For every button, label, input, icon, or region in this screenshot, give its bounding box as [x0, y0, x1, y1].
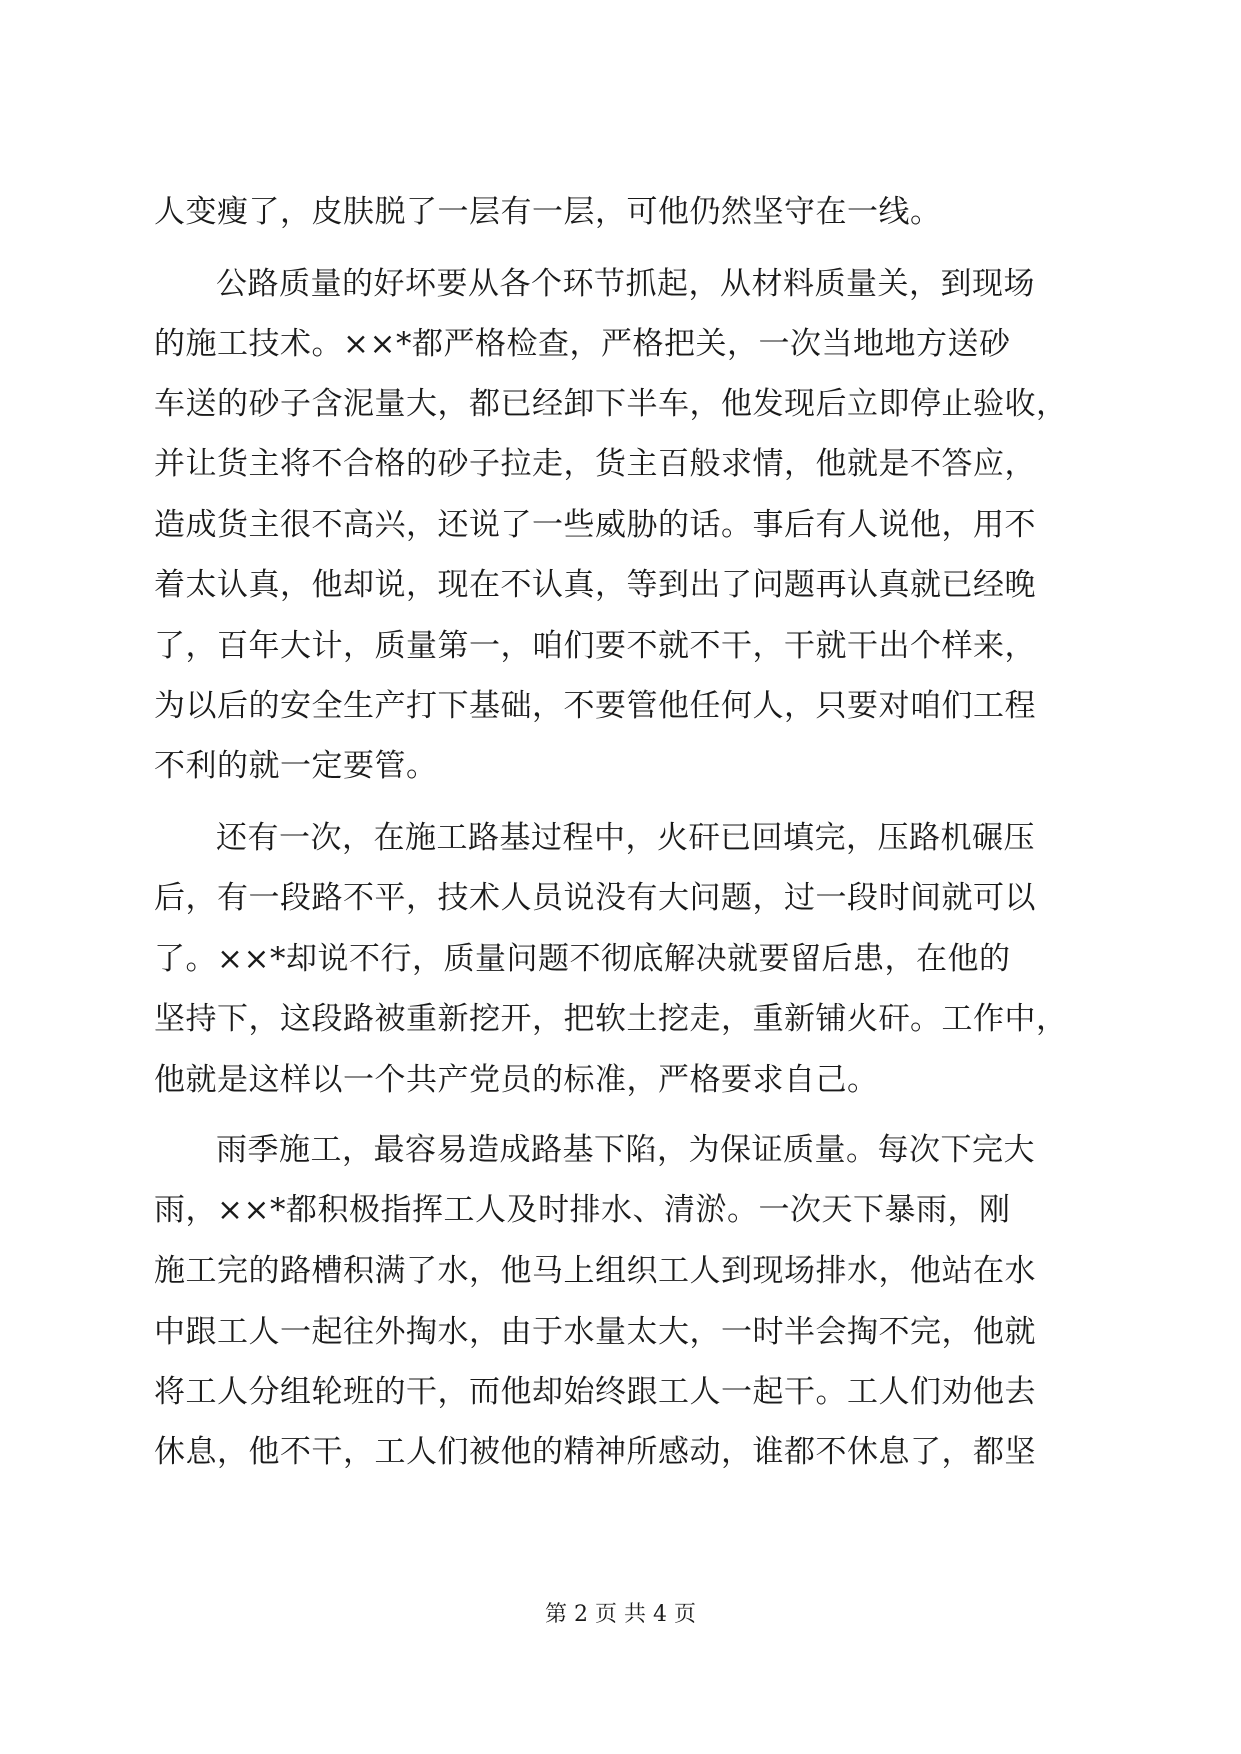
text-line: 着太认真，他却说，现在不认真，等到出了问题再认真就已经晚	[154, 567, 1036, 603]
text-line: 的施工技术。××*都严格检查，严格把关，一次当地地方送砂	[154, 326, 1011, 362]
paragraph-start-line: 雨季施工，最容易造成路基下陷，为保证质量。每次下完大	[216, 1132, 1035, 1168]
text-line: 后，有一段路不平，技术人员说没有大问题，过一段时间就可以	[154, 880, 1036, 916]
text-line: 了，百年大计，质量第一，咱们要不就不干，干就干出个样来，	[154, 628, 1036, 664]
text-line: 休息，他不干，工人们被他的精神所感动，谁都不休息了，都坚	[154, 1434, 1036, 1470]
text-line: 将工人分组轮班的干，而他却始终跟工人一起干。工人们劝他去	[154, 1374, 1036, 1410]
text-line: 人变瘦了，皮肤脱了一层有一层，可他仍然坚守在一线。	[154, 194, 942, 230]
text-line: 并让货主将不合格的砂子拉走，货主百般求情，他就是不答应，	[154, 446, 1036, 482]
paragraph-start-line: 公路质量的好坏要从各个环节抓起，从材料质量关，到现场	[216, 266, 1035, 302]
text-line: 雨，××*都积极指挥工人及时排水、清淤。一次天下暴雨，刚	[154, 1192, 1011, 1228]
paragraph-start-line: 还有一次，在施工路基过程中，火矸已回填完，压路机碾压	[216, 820, 1035, 856]
text-line: 施工完的路槽积满了水，他马上组织工人到现场排水，他站在水	[154, 1253, 1036, 1289]
text-line: 中跟工人一起往外掏水，由于水量太大，一时半会掏不完，他就	[154, 1314, 1036, 1350]
text-line: 不利的就一定要管。	[154, 748, 438, 784]
text-line: 他就是这样以一个共产党员的标准，严格要求自己。	[154, 1062, 879, 1098]
text-line: 为以后的安全生产打下基础，不要管他任何人，只要对咱们工程	[154, 688, 1036, 724]
page-number-footer: 第 2 页 共 4 页	[545, 1602, 696, 1627]
text-line: 坚持下，这段路被重新挖开，把软土挖走，重新铺火矸。工作中，	[154, 1001, 1068, 1037]
text-line: 车送的砂子含泥量大，都已经卸下半车，他发现后立即停止验收，	[154, 386, 1068, 422]
text-line: 造成货主很不高兴，还说了一些威胁的话。事后有人说他，用不	[154, 507, 1036, 543]
text-line: 了。××*却说不行，质量问题不彻底解决就要留后患，在他的	[154, 941, 1011, 977]
